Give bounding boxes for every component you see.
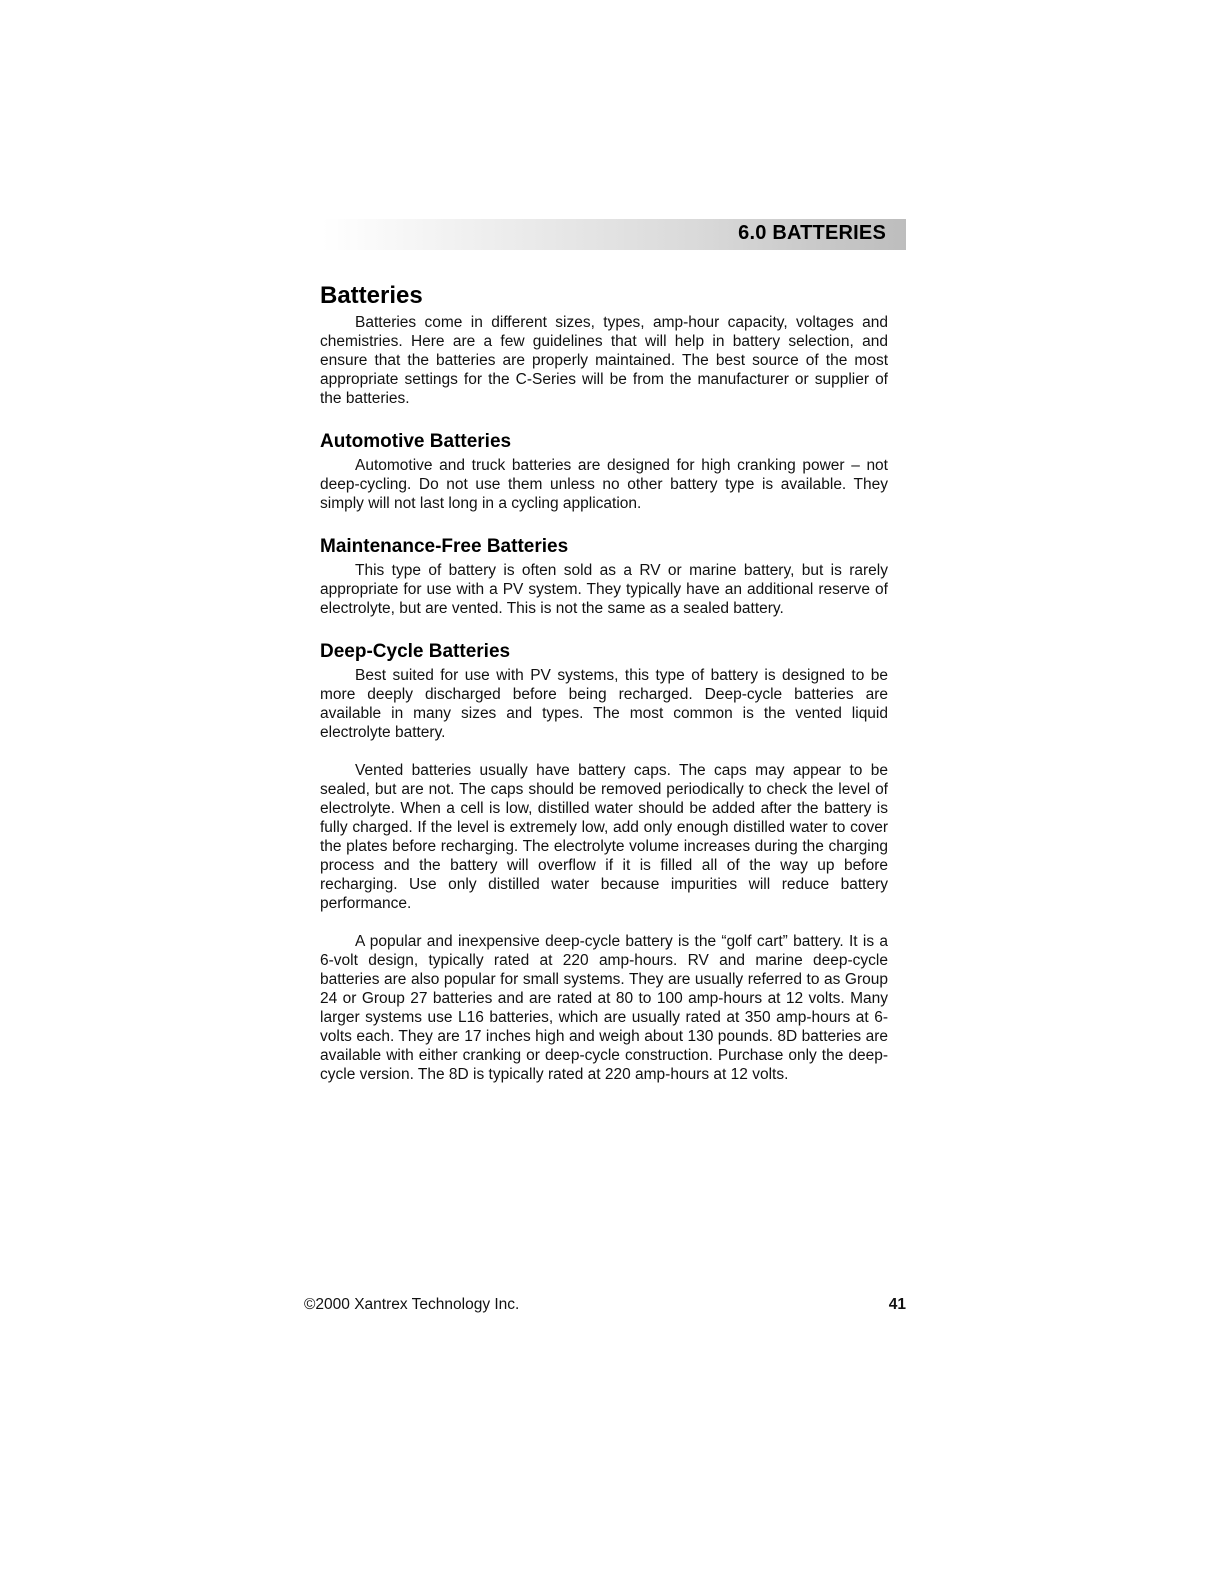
page-title: Batteries <box>320 282 423 309</box>
section-header-band <box>322 219 906 250</box>
section-heading: Maintenance-Free Batteries <box>320 536 569 557</box>
section-heading: Automotive Batteries <box>320 431 512 452</box>
footer-copyright: ©2000 Xantrex Technology Inc. <box>304 1296 520 1313</box>
body-paragraph: Automotive and truck batteries are designed for high cranking power – not deep-cycling. Do not use them unless no other battery type is available. They simply will not last long in a cycling application. <box>320 457 888 512</box>
body-paragraph: Best suited for use with PV systems, this type of battery is designed to be more deeply discharged before being recharged. Deep-cycle batteries are available in many sizes and types. The most common is the vented liquid electrolyte battery. <box>320 667 888 741</box>
page-number: 41 <box>888 1296 906 1313</box>
body-paragraph: A popular and inexpensive deep-cycle battery is the “golf cart” battery. It is a 6-volt design, typically rated at 220 amp-hours. RV and marine deep-cycle batteries are also popular for small systems. They are usually referred to as Group 24 or Group 27 batteries and are rated at 80 to 100 amp-hours at 12 volts. Many larger systems use L16 batteries, which are usually rated at 350 amp-hours at 6-volts each. They are 17 inches high and weigh about 130 pounds. 8D batteries are available with either cranking or deep-cycle construction. Purchase only the deep-cycle version. The 8D is typically rated at 220 amp-hours at 12 volts. <box>320 933 888 1083</box>
section-maintenance-free <box>320 536 888 618</box>
section-batteries <box>320 282 888 408</box>
section-header-title: 6.0 BATTERIES <box>738 222 886 244</box>
intro-paragraph: Batteries come in different sizes, types, amp-hour capacity, voltages and chemistries. Here are a few guidelines that will help in battery selection, and ensure that the batteries are properly maintained. The best source of the most appropriate settings for the C-Series will be from the manufacturer or supplier of the batteries. <box>320 314 888 407</box>
section-deep-cycle <box>320 641 888 1084</box>
section-automotive <box>320 431 888 513</box>
body-paragraph: Vented batteries usually have battery caps. The caps may appear to be sealed, but are not. The caps should be removed periodically to check the level of electrolyte. When a cell is low, distilled water should be added after the battery is fully charged. If the level is extremely low, add only enough distilled water to cover the plates before recharging. The electrolyte volume increases during the charging process and the battery will overflow if it is filled all of the way up before recharging. Use only distilled water because impurities will reduce battery performance. <box>320 762 888 912</box>
body-paragraph: This type of battery is often sold as a RV or marine battery, but is rarely appropriate for use with a PV system. They typically have an additional reserve of electrolyte, but are vented. This is not the same as a sealed battery. <box>320 562 888 617</box>
section-heading: Deep-Cycle Batteries <box>320 641 511 662</box>
page-content <box>320 282 888 1107</box>
